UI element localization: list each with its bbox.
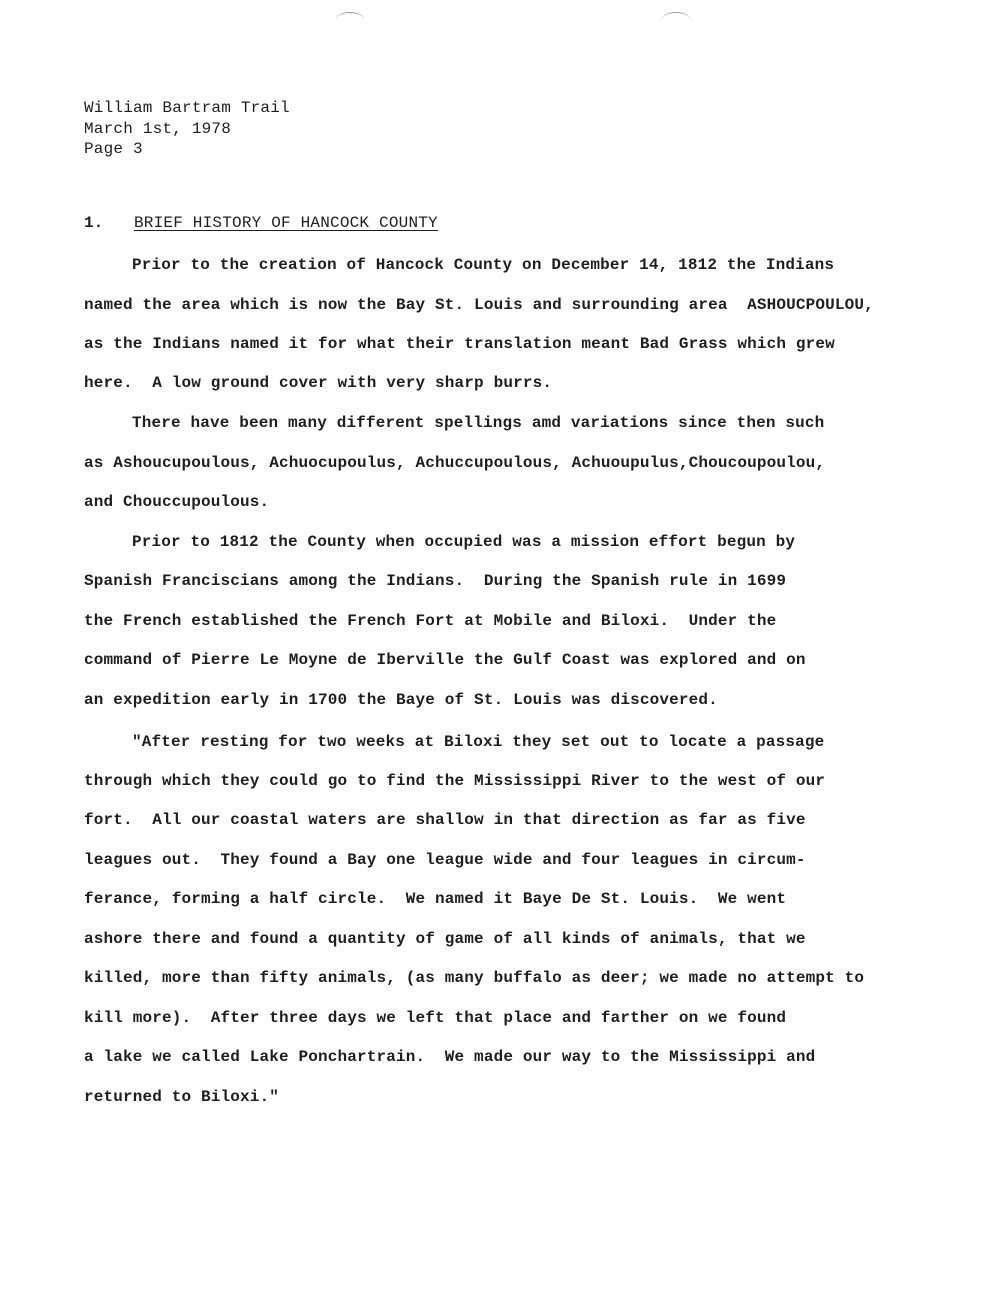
body-line: named the area which is now the Bay St. Louis and surrounding area ASHOUCPOULOU, — [84, 296, 874, 314]
body-line: Prior to 1812 the County when occupied was a mission effort begun by — [132, 533, 796, 551]
body-line: leagues out. They found a Bay one league wide and four leagues in circum- — [84, 851, 806, 869]
punch-hole-mark-right — [662, 12, 690, 27]
body-line: an expedition early in 1700 the Baye of St. Louis was discovered. — [84, 691, 718, 709]
header-page-number: Page 3 — [84, 140, 143, 158]
body-line: kill more). After three days we left that place and farther on we found — [84, 1009, 787, 1027]
body-line: as Ashoucupoulous, Achuocupoulus, Achuccupoulous, Achuoupulus,Choucoupoulou, — [84, 454, 826, 472]
body-line: Spanish Franciscians among the Indians. During the Spanish rule in 1699 — [84, 572, 787, 590]
section-title: BRIEF HISTORY OF HANCOCK COUNTY — [134, 214, 438, 232]
body-line: fort. All our coastal waters are shallow in that direction as far as five — [84, 811, 806, 829]
body-line: Prior to the creation of Hancock County on December 14, 1812 the Indians — [132, 256, 835, 274]
body-line: ashore there and found a quantity of game of all kinds of animals, that we — [84, 930, 806, 948]
body-line: command of Pierre Le Moyne de Iberville the Gulf Coast was explored and on — [84, 651, 806, 669]
header-project: William Bartram Trail — [84, 99, 290, 117]
body-line: returned to Biloxi." — [84, 1088, 280, 1106]
body-line: as the Indians named it for what their translation meant Bad Grass which grew — [84, 335, 835, 353]
body-line: through which they could go to find the Mississippi River to the west of our — [84, 772, 826, 790]
body-line: the French established the French Fort at Mobile and Biloxi. Under the — [84, 612, 777, 630]
body-line: and Chouccupoulous. — [84, 493, 270, 511]
body-line: There have been many different spellings amd variations since then such — [132, 414, 825, 432]
body-line: killed, more than fifty animals, (as many buffalo as deer; we made no attempt to — [84, 969, 865, 987]
body-line: ferance, forming a half circle. We named it Baye De St. Louis. We went — [84, 890, 787, 908]
body-line: a lake we called Lake Ponchartrain. We made our way to the Mississippi and — [84, 1048, 816, 1066]
header-date: March 1st, 1978 — [84, 120, 232, 138]
section-number: 1. — [84, 214, 104, 232]
body-line: here. A low ground cover with very sharp burrs. — [84, 374, 553, 392]
punch-hole-mark-left — [336, 12, 364, 27]
body-line: "After resting for two weeks at Biloxi they set out to locate a passage — [132, 733, 825, 751]
